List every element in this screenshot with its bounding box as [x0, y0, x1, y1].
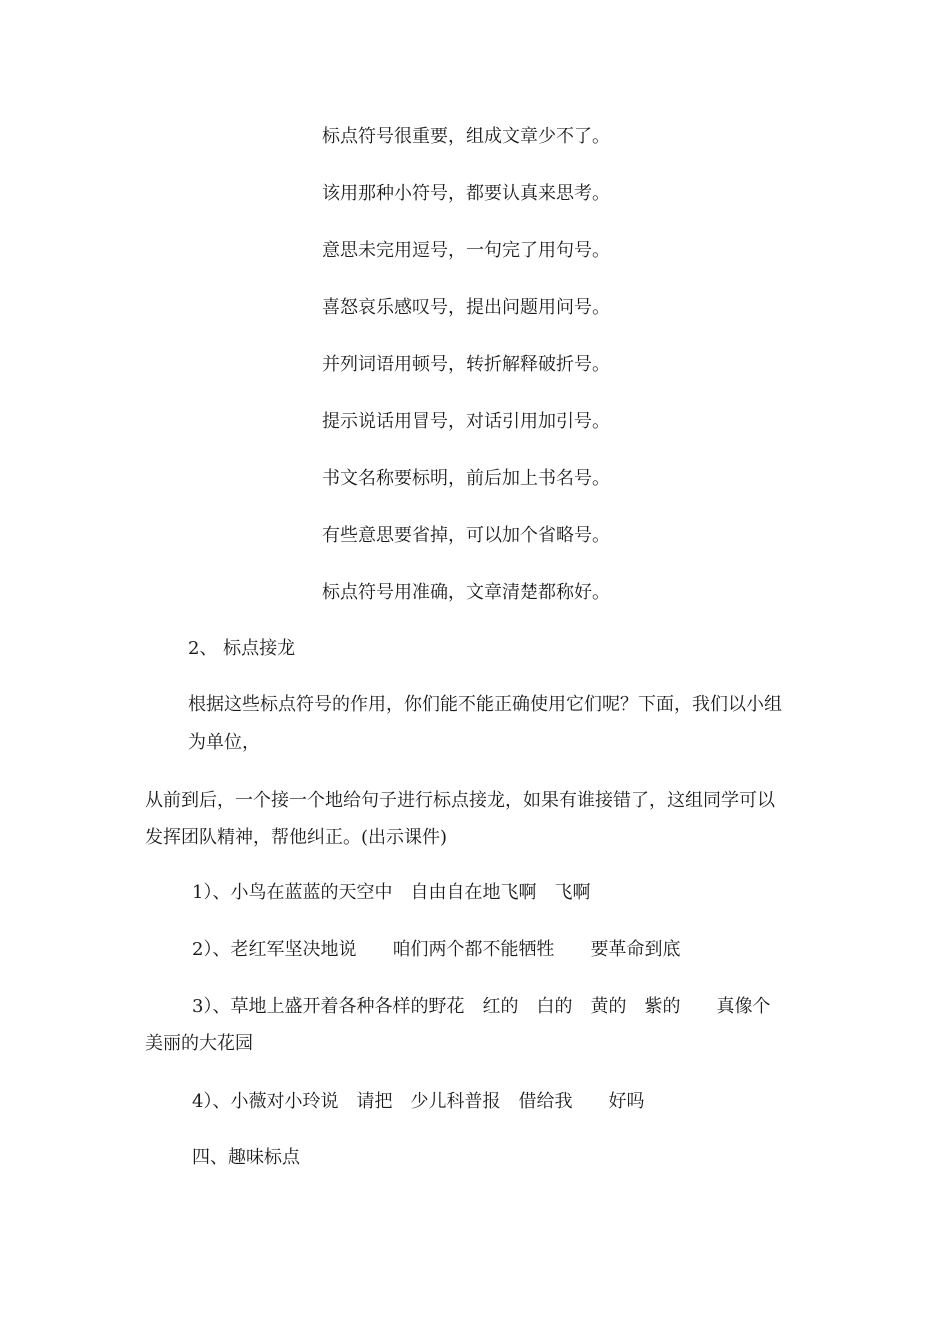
intro-line-4: 发挥团队精神，帮他纠正。(出示课件)	[145, 827, 448, 848]
exercise-3-continued: 美丽的大花园	[145, 1033, 253, 1054]
section-heading: 2、 标点接龙	[188, 638, 296, 659]
intro-line-1: 根据这些标点符号的作用，你们能不能正确使用它们呢？下面，我们以小组	[188, 694, 782, 715]
exercise-2: 2）、老红军坚决地说 咱们两个都不能牺牲 要革命到底	[192, 939, 681, 960]
intro-line-3: 从前到后，一个接一个地给句子进行标点接龙，如果有谁接错了，这组同学可以	[145, 790, 775, 811]
exercise-4: 4）、小薇对小玲说 请把 少儿科普报 借给我 好吗	[192, 1091, 645, 1112]
poem-line-4: 喜怒哀乐感叹号，提出问题用问号。	[322, 297, 610, 318]
poem-line-5: 并列词语用顿号，转折解释破折号。	[322, 354, 610, 375]
poem-line-8: 有些意思要省掉，可以加个省略号。	[322, 525, 610, 546]
poem-line-9: 标点符号用准确，文章清楚都称好。	[322, 582, 610, 603]
poem-line-6: 提示说话用冒号，对话引用加引号。	[322, 411, 610, 432]
poem-line-1: 标点符号很重要，组成文章少不了。	[322, 126, 610, 147]
poem-line-3: 意思未完用逗号，一句完了用句号。	[322, 240, 610, 261]
exercise-1: 1）、小鸟在蓝蓝的天空中 自由自在地飞啊 飞啊	[192, 882, 591, 903]
section-heading-4: 四、趣味标点	[192, 1147, 300, 1168]
exercise-3: 3）、草地上盛开着各种各样的野花 红的 白的 黄的 紫的 真像个	[192, 996, 771, 1017]
poem-line-7: 书文名称要标明，前后加上书名号。	[322, 468, 610, 489]
poem-line-2: 该用那种小符号，都要认真来思考。	[322, 183, 610, 204]
intro-line-2: 为单位，	[188, 732, 260, 753]
